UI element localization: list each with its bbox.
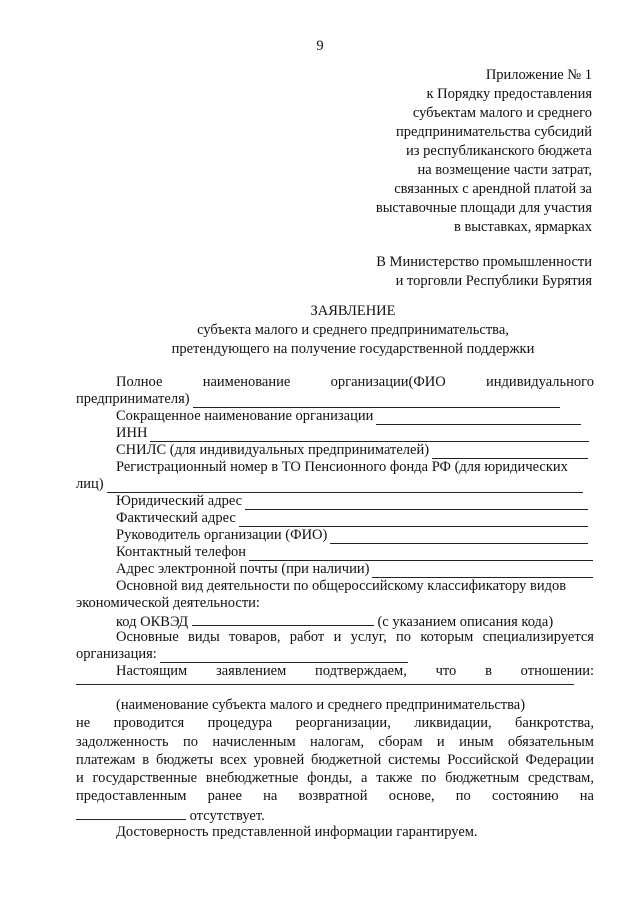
goods-label: Основные виды товаров, работ и услуг, по которым специализируется — [116, 629, 594, 645]
okved-label: Основной вид деятельности по общероссийскому классификатору видов — [116, 578, 567, 594]
appendix-line: связанных с арендной платой за — [394, 181, 592, 197]
okved-code-blank[interactable] — [192, 612, 374, 626]
appendix-line: выставочные площади для участия — [375, 200, 592, 216]
declaration-line: и государственные внебюджетные фонды, а также по бюджетным средствам, — [76, 770, 594, 786]
actual-address-field[interactable]: Фактический адрес — [116, 510, 588, 527]
snils-blank[interactable] — [432, 445, 588, 459]
inn-field[interactable]: ИНН — [116, 425, 589, 442]
full-name-field[interactable]: предпринимателя) — [76, 391, 560, 408]
date-field[interactable]: отсутствует. — [76, 806, 265, 825]
full-name-blank[interactable] — [193, 394, 560, 408]
appendix-line: к Порядку предоставления — [426, 86, 592, 102]
legal-address-field[interactable]: Юридический адрес — [116, 493, 588, 510]
goods-field[interactable]: организация: — [76, 646, 408, 663]
pension-reg-field[interactable]: лиц) — [76, 476, 583, 493]
subject-name-blank[interactable] — [76, 684, 574, 685]
page-number: 9 — [316, 38, 324, 54]
appendix-line: в выставках, ярмарках — [453, 219, 592, 235]
director-field[interactable]: Руководитель организации (ФИО) — [116, 527, 588, 544]
appendix-line: субъектам малого и среднего — [412, 105, 592, 121]
document-title: ЗАЯВЛЕНИЕ — [310, 303, 396, 319]
okved-label-cont: экономической деятельности: — [76, 595, 260, 611]
full-name-label: Полное наименование организации(ФИО индивидуального — [116, 374, 594, 390]
okved-code-field[interactable]: код ОКВЭД (с указанием описания кода) — [116, 614, 554, 630]
phone-blank[interactable] — [249, 547, 593, 561]
subject-name-caption: (наименование субъекта малого и среднего предпринимательства) — [116, 697, 526, 713]
email-field[interactable]: Адрес электронной почты (при наличии) — [116, 561, 593, 578]
actual-address-blank[interactable] — [239, 513, 588, 527]
inn-blank[interactable] — [150, 428, 589, 442]
addressee-line: В Министерство промышленности — [376, 254, 592, 270]
addressee-line: и торговли Республики Бурятия — [395, 273, 592, 289]
document-subtitle: субъекта малого и среднего предпринимательства, — [197, 322, 509, 338]
short-name-field[interactable]: Сокращенное наименование организации — [116, 408, 581, 425]
declaration-line: не проводится процедура реорганизации, ликвидации, банкротства, — [76, 715, 594, 731]
guarantee-text: Достоверность представленной информации гарантируем. — [116, 824, 478, 840]
appendix-line: предпринимательства субсидий — [396, 124, 592, 140]
email-blank[interactable] — [372, 564, 593, 578]
legal-address-blank[interactable] — [245, 496, 588, 510]
pension-reg-label: Регистрационный номер в ТО Пенсионного фонда РФ (для юридических — [116, 459, 568, 475]
declaration-line: платежам в бюджеты всех уровней бюджетной системы Российской Федерации — [76, 752, 594, 768]
declaration-intro: Настоящим заявлением подтверждаем, что в отношении: — [116, 663, 594, 679]
appendix-line: из республиканского бюджета — [406, 143, 592, 159]
appendix-line: на возмещение части затрат, — [417, 162, 592, 178]
goods-blank[interactable] — [160, 649, 408, 663]
phone-field[interactable]: Контактный телефон — [116, 544, 593, 561]
declaration-line: предоставленным ранее на возвратной основе, по состоянию на — [76, 788, 594, 804]
declaration-line: задолженность по начисленным налогам, сборам и иным обязательным — [76, 734, 594, 750]
snils-field[interactable]: СНИЛС (для индивидуальных предпринимателей) — [116, 442, 588, 459]
pension-reg-blank[interactable] — [107, 479, 583, 493]
date-blank[interactable] — [76, 806, 186, 820]
appendix-line: Приложение № 1 — [485, 67, 592, 83]
short-name-blank[interactable] — [376, 411, 581, 425]
document-subtitle: претендующего на получение государственной поддержки — [171, 341, 535, 357]
director-blank[interactable] — [330, 530, 588, 544]
